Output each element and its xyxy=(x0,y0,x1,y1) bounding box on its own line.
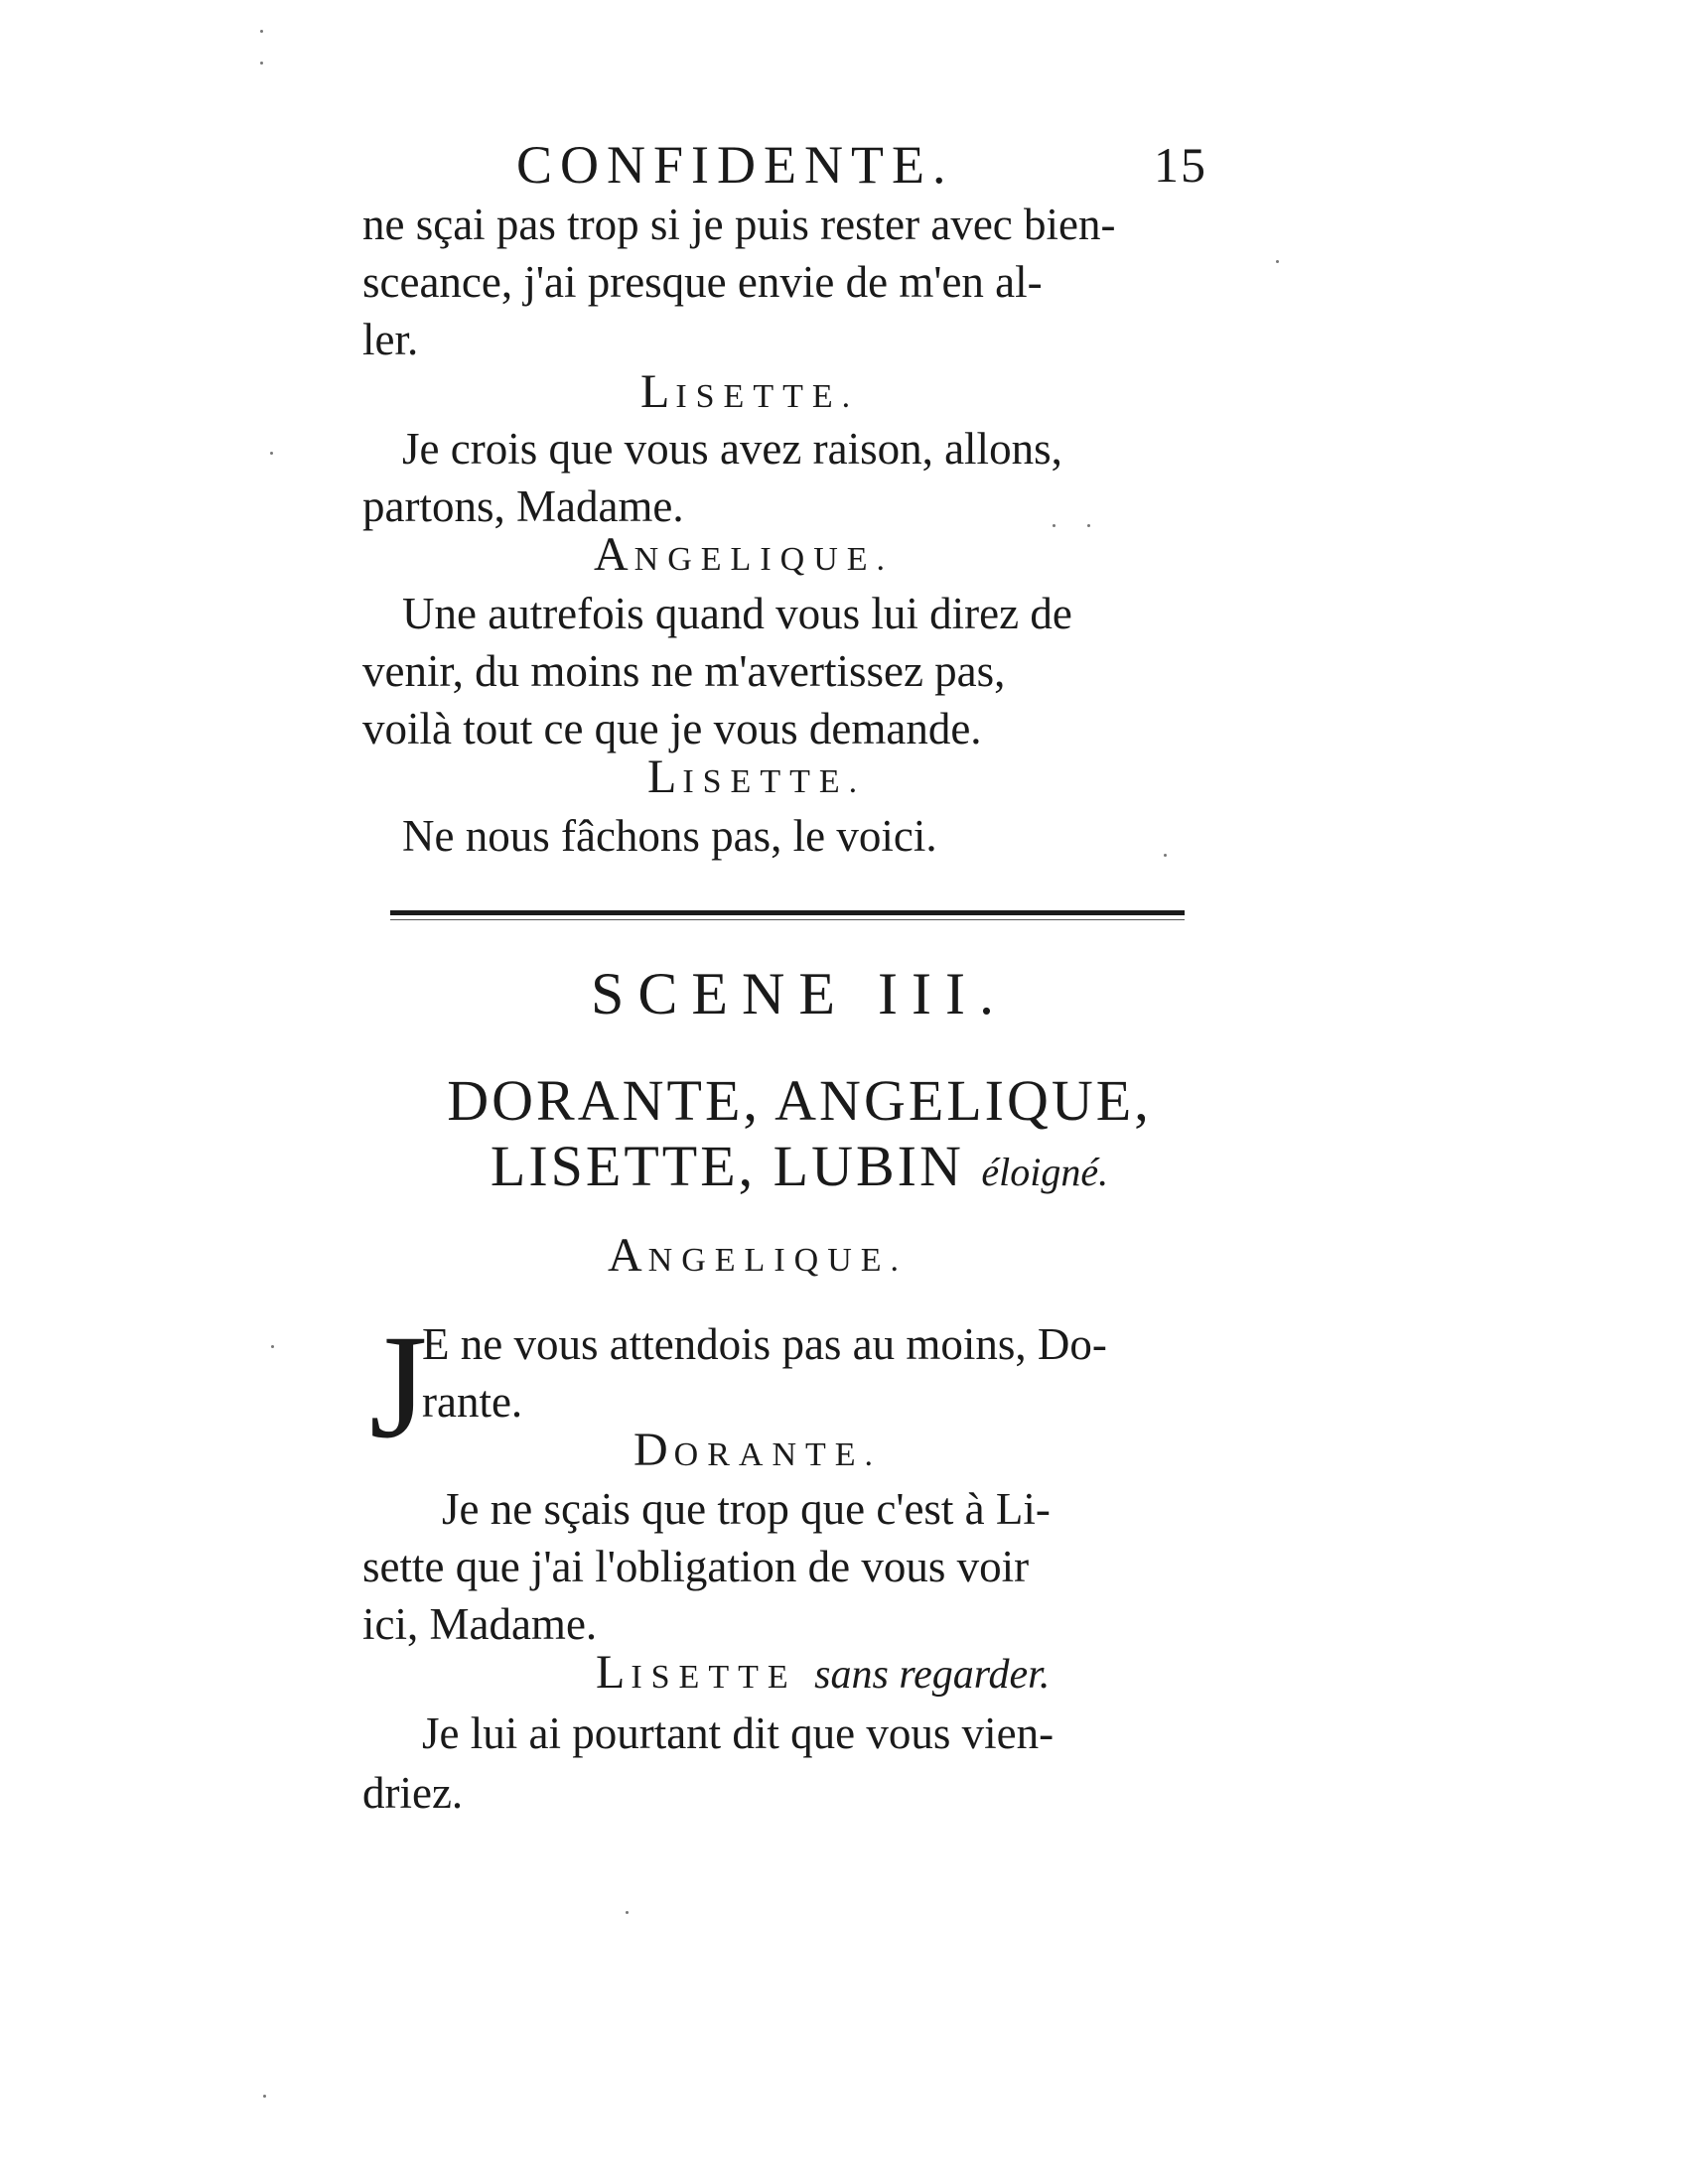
text-line: ici, Madame. xyxy=(362,1599,598,1649)
cast-list-names: LISETTE, LUBIN xyxy=(490,1134,964,1198)
speaker-initial: D xyxy=(633,1424,674,1476)
cast-list-line-2 xyxy=(0,1134,1599,1205)
scan-speck xyxy=(626,1911,629,1914)
speaker-lisette xyxy=(640,367,859,422)
speaker-name-rest: ORANTE. xyxy=(673,1436,883,1473)
speaker-name-rest: ISETTE xyxy=(631,1659,797,1696)
text-line: partons, Madame. xyxy=(362,481,684,531)
text-line: Je ne sçais que trop que c'est à Li- xyxy=(442,1484,1051,1534)
text-line: ler. xyxy=(362,315,419,364)
speaker-initial: A xyxy=(608,1229,648,1282)
scan-speck xyxy=(1053,524,1055,527)
speaker-initial: L xyxy=(640,365,676,418)
stage-direction: sans regarder. xyxy=(814,1652,1051,1698)
drop-capital: J xyxy=(369,1304,428,1469)
scan-speck xyxy=(263,2095,266,2098)
speaker-angelique xyxy=(608,1231,908,1286)
text-line: driez. xyxy=(362,1768,464,1818)
speaker-angelique xyxy=(594,530,894,585)
speaker-lisette xyxy=(596,1648,1050,1703)
speaker-initial: L xyxy=(596,1646,632,1699)
text-line: sette que j'ai l'obligation de vous voir xyxy=(362,1542,1030,1591)
speaker-lisette xyxy=(647,752,866,807)
running-head-title: CONFIDENTE. xyxy=(516,135,954,195)
speaker-name-rest: NGELIQUE. xyxy=(647,1242,909,1279)
text-line: rante. xyxy=(422,1377,523,1427)
section-rule-thin xyxy=(390,919,1185,920)
speaker-dorante xyxy=(633,1426,882,1480)
scan-speck xyxy=(270,452,273,455)
scan-speck xyxy=(260,62,263,65)
scan-speck xyxy=(260,30,263,33)
scan-speck xyxy=(271,1345,274,1348)
scan-speck xyxy=(1164,854,1167,857)
text-line: Une autrefois quand vous lui direz de xyxy=(402,589,1072,638)
cast-list-line-1: DORANTE, ANGELIQUE, xyxy=(447,1068,1152,1133)
speaker-name-rest: NGELIQUE. xyxy=(633,541,895,578)
text-line: Je crois que vous avez raison, allons, xyxy=(402,424,1062,474)
speaker-name-rest: ISETTE. xyxy=(675,378,860,415)
speaker-initial: A xyxy=(594,528,634,581)
text-line: venir, du moins ne m'avertissez pas, xyxy=(362,646,1006,696)
text-line: E ne vous attendois pas au moins, Do- xyxy=(422,1319,1107,1369)
scene-title: SCENE III. xyxy=(591,961,1008,1026)
speaker-name-rest: ISETTE. xyxy=(682,763,867,800)
speaker-initial: L xyxy=(647,751,683,803)
page-number: 15 xyxy=(1154,137,1207,193)
text-line: ne sçai pas trop si je puis rester avec bien- xyxy=(362,200,1116,249)
text-line: Je lui ai pourtant dit que vous vien- xyxy=(422,1708,1055,1758)
scan-speck xyxy=(1087,524,1090,527)
text-line: voilà tout ce que je vous demande. xyxy=(362,704,982,753)
cast-note: éloigné. xyxy=(981,1150,1109,1194)
text-line: Ne nous fâchons pas, le voici. xyxy=(402,811,937,861)
text-line: sceance, j'ai presque envie de m'en al- xyxy=(362,257,1043,307)
section-rule xyxy=(390,910,1185,915)
scan-speck xyxy=(1276,260,1279,263)
